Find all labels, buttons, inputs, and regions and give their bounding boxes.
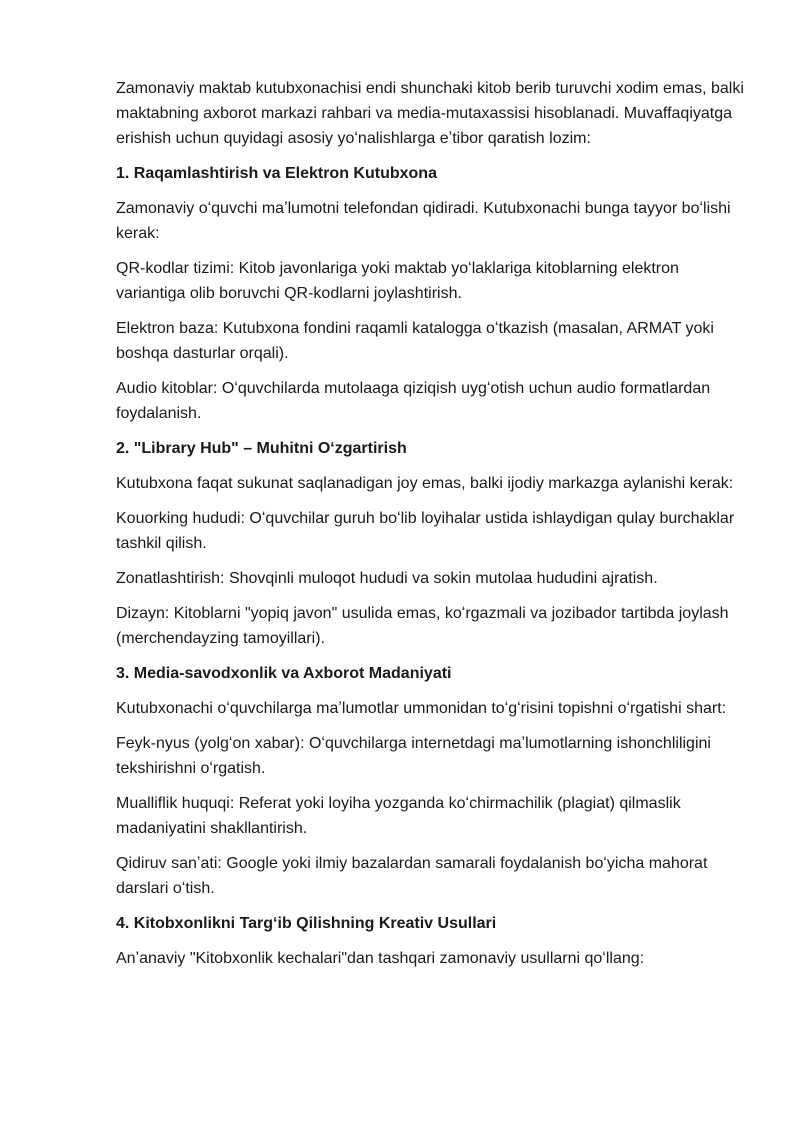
section-3-heading: 3. Media-savodxonlik va Axborot Madaniyati: [116, 665, 452, 682]
section-2-item-3: Dizayn: Kitoblarni "yopiq javon" usulida emas, koʻrgazmali va jozibador tartibda joylash (merchendayzing tamoyillari).: [116, 605, 729, 647]
section-3-lead: Kutubxonachi oʻquvchilarga maʼlumotlar ummonidan toʻgʻrisini topishni oʻrgatishi shart:: [116, 700, 727, 717]
document-page: [116, 76, 744, 981]
section-2-lead: Kutubxona faqat sukunat saqlanadigan joy emas, balki ijodiy markazga aylanishi kerak:: [116, 475, 734, 492]
intro-paragraph: Zamonaviy maktab kutubxonachisi endi shunchaki kitob berib turuvchi xodim emas, balki maktabning axborot markazi rahbari va media-mutaxassisi hisoblanadi. Muvaffaqiyatga erishish uchun quyidagi asosiy yoʻnalishlarga eʼtibor qaratish lozim:: [116, 80, 744, 147]
section-1-lead: Zamonaviy oʻquvchi maʼlumotni telefondan qidiradi. Kutubxonachi bunga tayyor boʻlishi kerak:: [116, 200, 731, 242]
section-1-item-3: Audio kitoblar: Oʻquvchilarda mutolaaga qiziqish uygʻotish uchun audio formatlardan foydalanish.: [116, 380, 711, 422]
section-4-lead: Anʼanaviy "Kitobxonlik kechalari"dan tashqari zamonaviy usullarni qoʻllang:: [116, 950, 645, 967]
section-3-item-1: Feyk-nyus (yolgʻon xabar): Oʻquvchilarga internetdagi maʼlumotlarning ishonchliligini tekshirishni oʻrgatish.: [116, 735, 711, 777]
section-3-item-2: Mualliflik huquqi: Referat yoki loyiha yozganda koʻchirmachilik (plagiat) qilmaslik madaniyatini shakllantirish.: [116, 795, 681, 837]
section-3-item-3: Qidiruv sanʼati: Google yoki ilmiy bazalardan samarali foydalanish boʻyicha mahorat darslari oʻtish.: [116, 855, 708, 897]
section-2-item-2: Zonatlashtirish: Shovqinli muloqot hududi va sokin mutolaa hududini ajratish.: [116, 570, 658, 587]
section-1-heading: 1. Raqamlashtirish va Elektron Kutubxona: [116, 165, 437, 182]
section-4-heading: 4. Kitobxonlikni Targʻib Qilishning Kreativ Usullari: [116, 915, 497, 932]
section-1-item-1: QR-kodlar tizimi: Kitob javonlariga yoki maktab yoʻlaklariga kitoblarning elektron variantiga olib boruvchi QR-kodlarni joylashtirish.: [116, 260, 679, 302]
section-2-heading: 2. "Library Hub" – Muhitni Oʻzgartirish: [116, 440, 407, 457]
section-1-item-2: Elektron baza: Kutubxona fondini raqamli katalogga oʻtkazish (masalan, ARMAT yoki boshqa dasturlar orqali).: [116, 320, 714, 362]
section-2-item-1: Kouorking hududi: Oʻquvchilar guruh boʻlib loyihalar ustida ishlaydigan qulay burchaklar tashkil qilish.: [116, 510, 735, 552]
